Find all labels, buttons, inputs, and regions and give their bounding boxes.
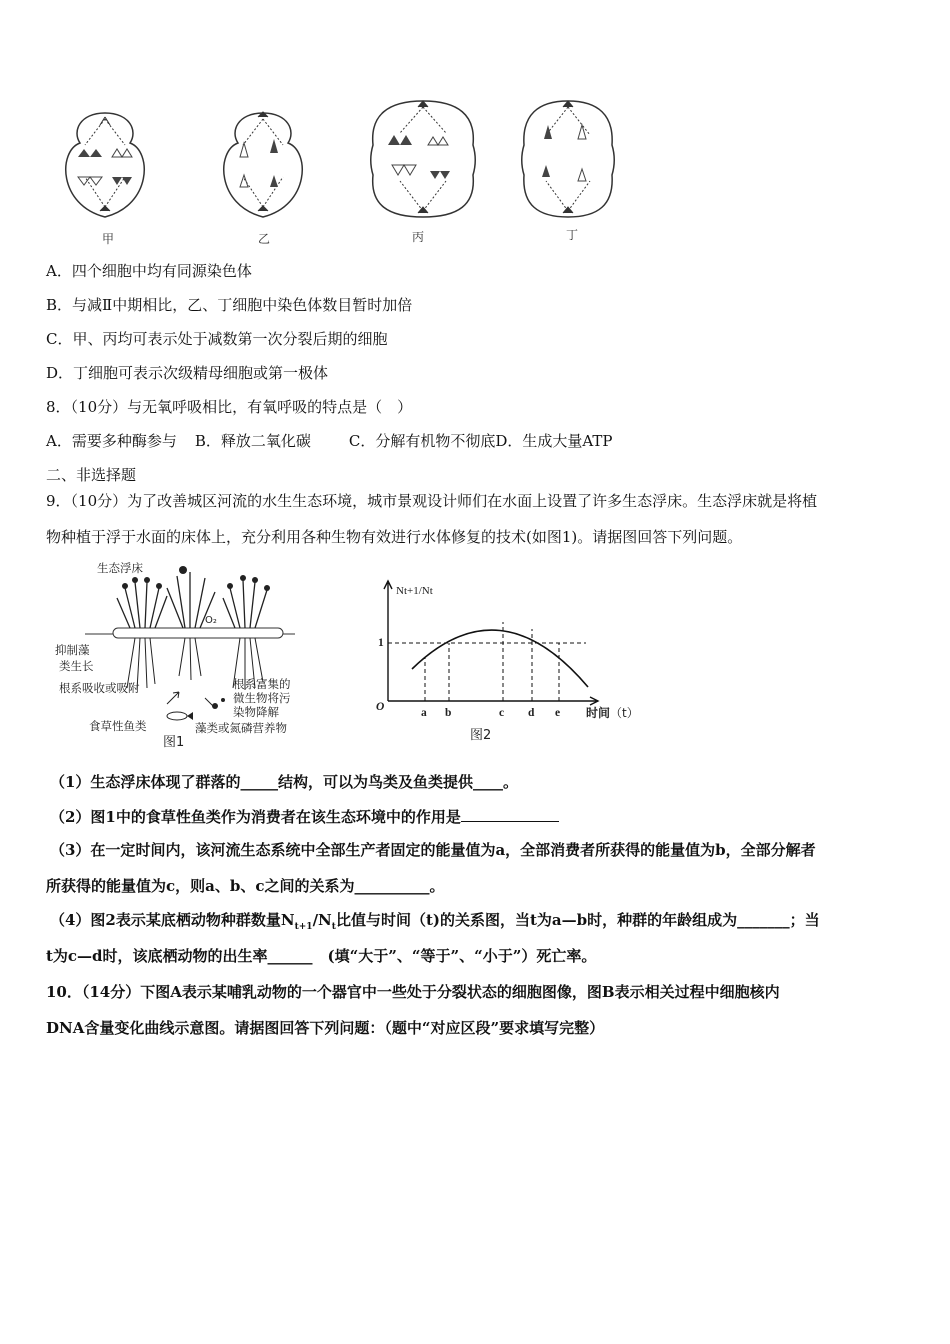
fig2-xlabel: [586, 707, 639, 720]
q9-sub-2-text: （2）图1中的食草性鱼类作为消费者在该生态环境中的作用是: [50, 808, 461, 826]
fig2-origin: O: [376, 701, 385, 713]
fig1-caption: 图1: [163, 735, 185, 750]
q9-sub-2: [50, 806, 559, 827]
q9-sub-4-sub1: t+1: [294, 922, 313, 932]
q9-sub-4-pre: （4）图2表示某底栖动物种群数量N: [50, 911, 295, 929]
q9-sub-4-line1: [50, 910, 820, 937]
fig1-title: 生态浮床: [97, 561, 143, 575]
q9-sub-4-line2: t为c—d时，该底栖动物的出生率______ (填“大于”、“等于”、“小于”）死亡率。: [46, 947, 597, 965]
fig1-label-nutrient: 藻类或氮磷营养物: [195, 721, 287, 735]
fig1-label-algae-2: 类生长: [59, 659, 94, 673]
q9-sub-2-blank[interactable]: [461, 806, 559, 822]
fig2-ylabel: [396, 585, 433, 598]
cell-label-jia: 甲: [102, 232, 115, 246]
fig1-label-microbe-2: 微生物将污: [233, 691, 291, 705]
fig2-x-tick-e: e: [555, 707, 561, 719]
q9-sub-4-sub2: t: [331, 922, 336, 932]
fig2-xlabel-unit: （t）: [610, 706, 639, 720]
q8-option-d: D．生成大量ATP: [495, 432, 613, 450]
fig2-xlabel-bold: 时间: [586, 706, 611, 720]
cell-label-yi: 乙: [258, 232, 271, 246]
fig1-o2: O₂: [205, 615, 217, 626]
q8-options: [46, 431, 613, 451]
fig2-x-tick-c: c: [499, 707, 505, 719]
fig1-label-microbe-3: 染物降解: [233, 705, 279, 719]
q7-option-d: D．丁细胞可表示次级精母细胞或第一极体: [46, 364, 329, 382]
fig1-label-algae-1: 抑制藻: [55, 643, 90, 657]
q7-option-c: C．甲、丙均可表示处于减数第一次分裂后期的细胞: [46, 330, 388, 348]
q7-option-a: A．四个细胞中均有同源染色体: [46, 262, 252, 280]
fig2-x-tick-a: a: [421, 707, 427, 719]
q9-sub-3-line2: 所获得的能量值为c，则a、b、c之间的关系为__________。: [46, 877, 445, 895]
fig1-label-root: 根系吸收或吸附: [59, 681, 140, 695]
q10-stem-line2: DNA含量变化曲线示意图。请据图回答下列问题：（题中“对应区段”要求填写完整）: [46, 1019, 605, 1037]
fig2-caption: 图2: [470, 728, 492, 743]
fig1-label-microbe-1: 根系富集的: [233, 677, 291, 691]
q8-option-c: C．分解有机物不彻底: [348, 432, 496, 450]
q9-stem-line2: 物种植于浮于水面的床体上，充分利用各种生物有效进行水体修复的技术(如图1)。请据图回答下列问题。: [46, 528, 743, 546]
cell-figure-ding: [518, 95, 618, 229]
cell-label-bing: 丙: [412, 230, 425, 244]
q7-option-b: B．与减Ⅱ中期相比，乙、丁细胞中染色体数目暂时加倍: [46, 296, 413, 314]
cell-figure-jia: [50, 95, 160, 229]
fig2-x-tick-d: d: [528, 707, 535, 719]
fig2-y-tick-1: 1: [378, 637, 384, 649]
cell-figure-yi: [208, 95, 318, 229]
section-heading: 二、非选择题: [46, 466, 137, 484]
figure-1: [55, 558, 315, 758]
fig1-label-fish: 食草性鱼类: [89, 719, 147, 733]
q9-sub-3-line1: （3）在一定时间内，该河流生态系统中全部生产者固定的能量值为a，全部消费者所获得的能量值为b，全部分解者: [50, 841, 816, 859]
cell-label-ding: 丁: [566, 228, 579, 242]
q8-option-b: B．释放二氧化碳: [194, 432, 311, 450]
q9-sub-4-post: 比值与时间（t)的关系图，当t为a—b时，种群的年龄组成为_______；当: [335, 911, 820, 929]
q8-option-a: A．需要多种酶参与: [46, 432, 177, 450]
q9-sub-1: （1）生态浮床体现了群落的_____结构，可以为鸟类及鱼类提供____。: [50, 773, 518, 791]
q9-sub-4-mid: /N: [312, 911, 332, 929]
q9-stem-line1: 9．（10分）为了改善城区河流的水生生态环境，城市景观设计师们在水面上设置了许多生态浮床。生态浮床就是将植: [46, 492, 818, 510]
q10-stem-line1: 10．（14分）下图A表示某哺乳动物的一个器官中一些处于分裂状态的细胞图像，图B表示相关过程中细胞核内: [46, 983, 780, 1001]
figure-2: [360, 575, 650, 755]
q8-stem: 8．（10分）与无氧呼吸相比，有氧呼吸的特点是（ ）: [46, 398, 413, 416]
fig2-x-tick-b: b: [445, 707, 452, 719]
cell-figure-bing: [368, 95, 478, 229]
fig2-ylabel-text: Nt+1/Nt: [396, 585, 433, 597]
